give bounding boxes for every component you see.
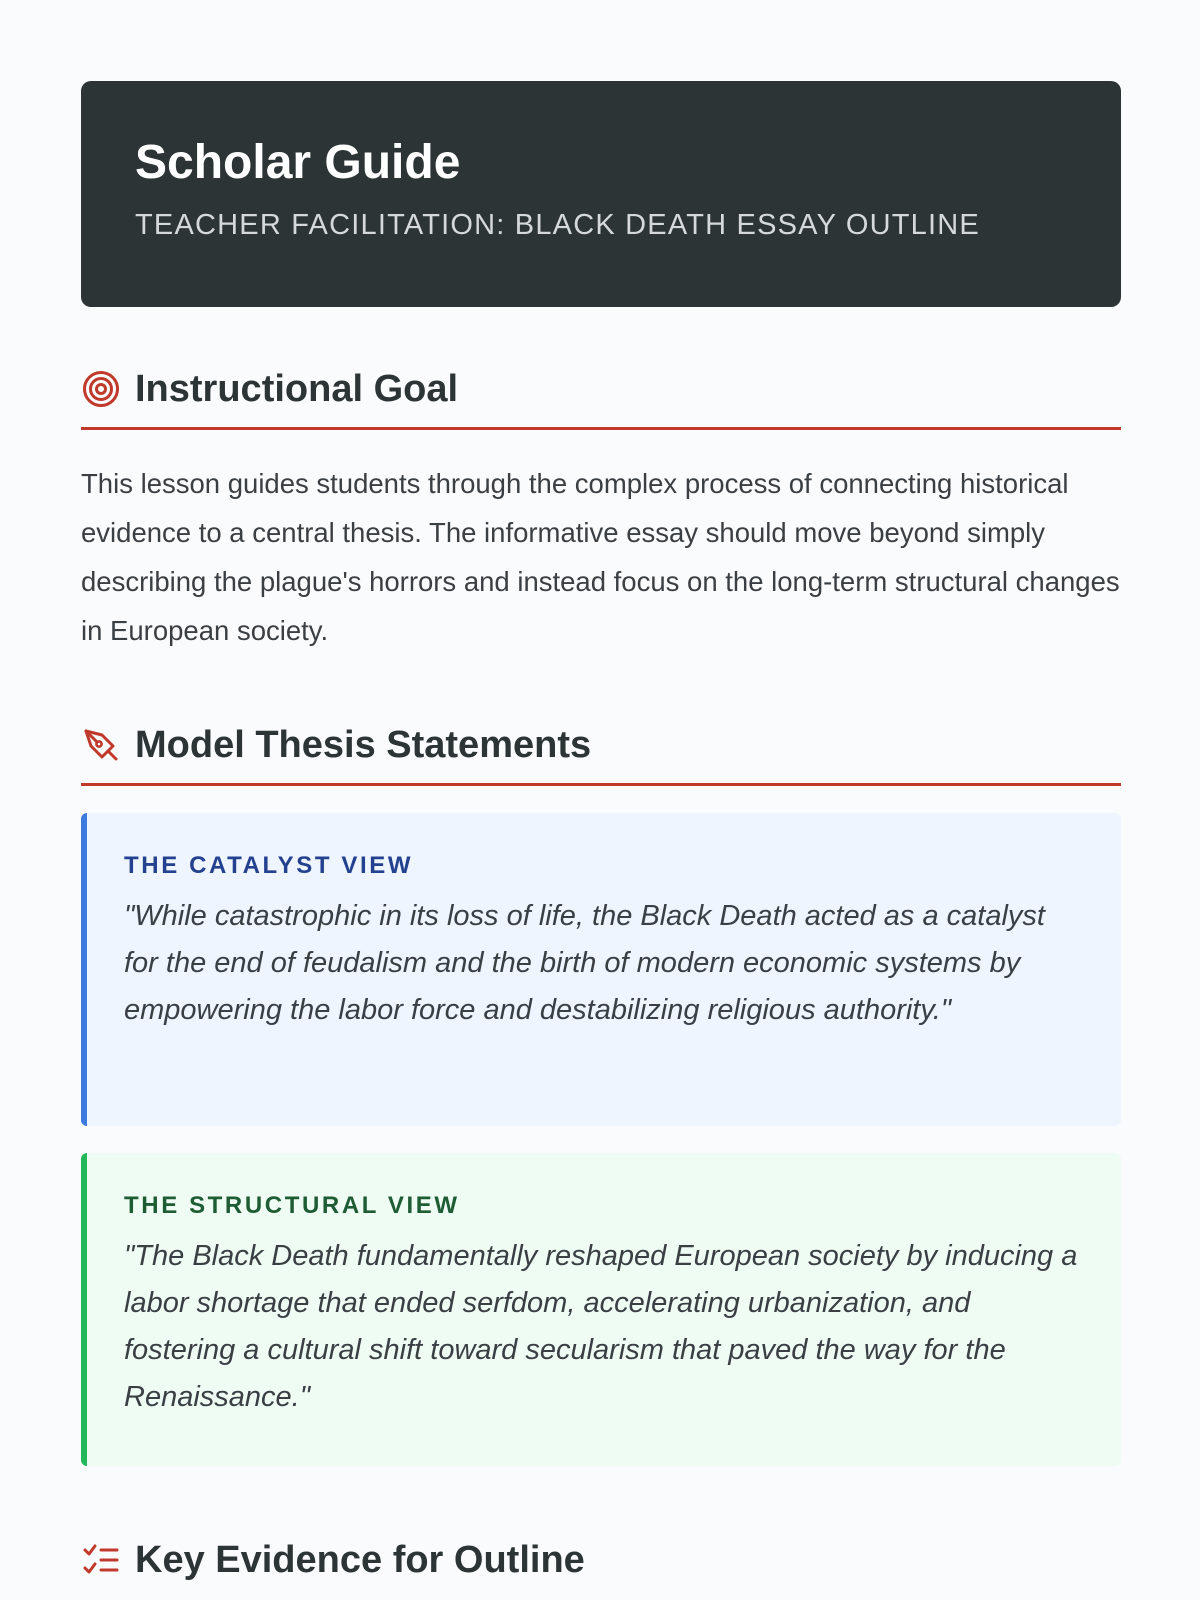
page-subtitle: TEACHER FACILITATION: BLACK DEATH ESSAY OUTLINE [135,209,980,241]
page [81,81,1121,1590]
section-heading-goal [81,364,1121,430]
page-title: Scholar Guide [135,136,461,189]
section-title-goal: Instructional Goal [135,367,459,410]
goal-paragraph: This lesson guides students through the complex process of connecting historical evidence to a central thesis. The informative essay should move beyond simply describing the plague's horrors and instead focus on the long-term structural changes in European society. [81,468,1120,646]
page-header [81,81,1121,307]
target-icon [81,369,121,409]
section-title-thesis: Model Thesis Statements [135,723,592,766]
section-heading-evidence [81,1530,1121,1590]
checklist-icon [81,1540,121,1580]
section-title-evidence: Key Evidence for Outline [135,1539,585,1581]
thesis-label: THE CATALYST VIEW [124,852,414,879]
thesis-quote: "While catastrophic in its loss of life, the Black Death acted as a catalyst for the end of feudalism and the birth of modern economic systems by empowering the labor force and destabilizing religious authority." [124,900,1045,1026]
thesis-quote: "The Black Death fundamentally reshaped European society by inducing a labor shortage that ended serfdom, accelerating urbanization, and fostering a cultural shift toward secularism that paved the way for the Renaissance." [124,1240,1078,1413]
thesis-label: THE STRUCTURAL VIEW [124,1192,460,1219]
section-heading-thesis [81,720,1121,786]
pen-nib-icon [81,725,121,765]
thesis-card-catalyst [81,813,1121,1126]
thesis-card-structural [81,1153,1121,1466]
